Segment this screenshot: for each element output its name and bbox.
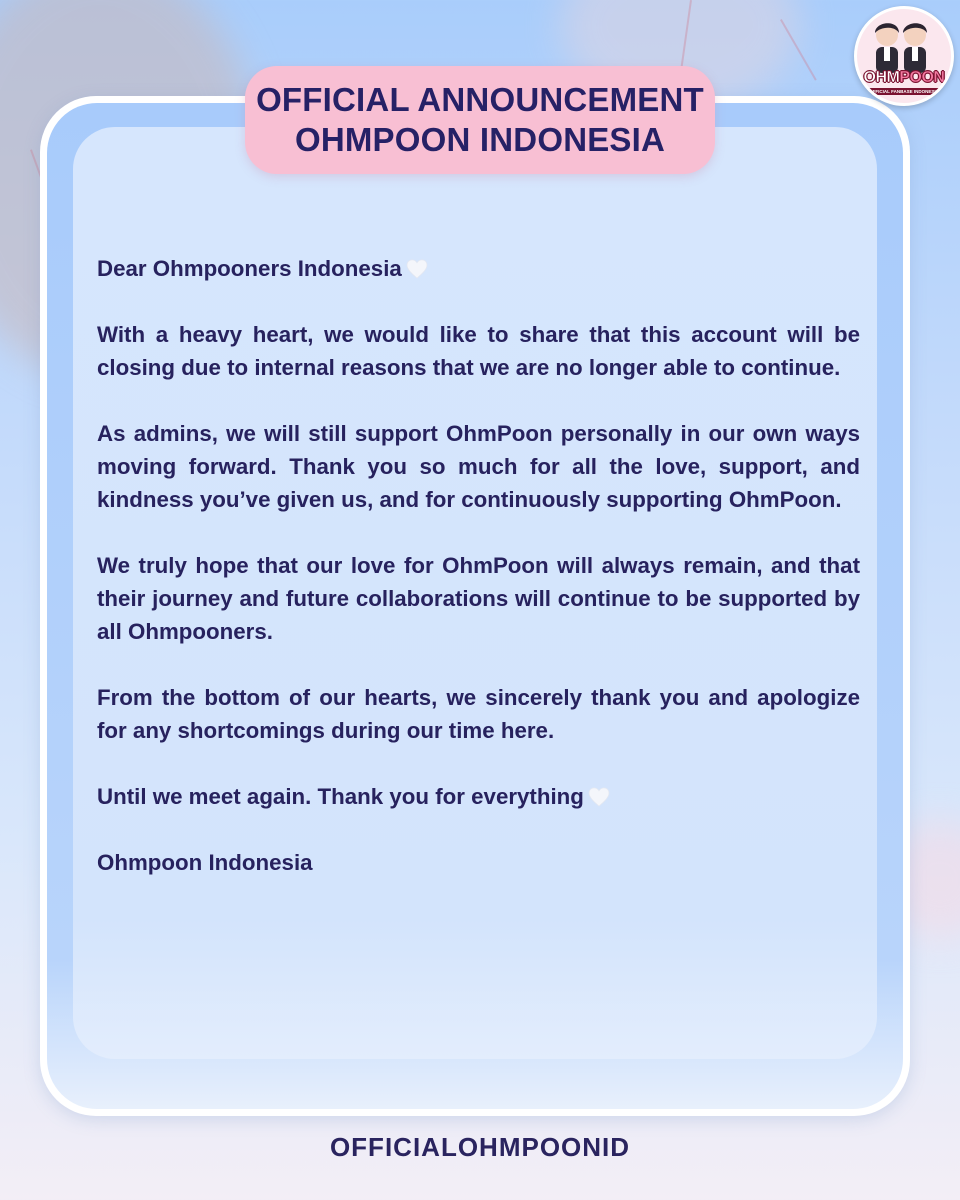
greeting-text: Dear Ohmpooners Indonesia — [97, 256, 402, 281]
letter-paragraph-1: With a heavy heart, we would like to share that this account will be closing due to internal reasons that we are no longer able to continue. — [97, 322, 860, 380]
letter-paragraph-2: As admins, we will still support OhmPoon personally in our own ways moving forward. Thank you so much for all the love, support, and kindness you’ve given us, and for continuously supporting OhmPoon. — [97, 421, 860, 512]
fanbase-logo — [854, 6, 954, 106]
duo-avatar-icon — [857, 17, 945, 73]
white-heart-icon — [588, 787, 610, 807]
footer-handle: OFFICIALOHMPOONID — [329, 1132, 631, 1162]
letter-signature: Ohmpoon Indonesia — [97, 850, 313, 875]
announcement-letter — [97, 252, 860, 912]
title-line-2: OHMPOON INDONESIA — [294, 121, 666, 158]
letter-paragraph-4: From the bottom of our hearts, we sincerely thank you and apologize for any shortcomings during our time here. — [97, 685, 860, 743]
title-line-1: OFFICIAL ANNOUNCEMENT — [256, 81, 704, 118]
title-banner — [245, 66, 715, 174]
letter-closing — [97, 780, 860, 813]
logo-subtitle: OFFICIAL FANBASE INDONESIA — [867, 88, 941, 95]
letter-greeting — [97, 252, 860, 285]
logo-name-part1: OHM — [863, 69, 900, 86]
letter-paragraph-3: We truly hope that our love for OhmPoon will always remain, and that their journey and future collaborations will continue to be supported by all Ohmpooners. — [97, 553, 860, 644]
logo-name-part2: POON — [899, 69, 945, 86]
logo-wordmark — [857, 69, 951, 87]
white-heart-icon — [406, 259, 428, 279]
closing-text: Until we meet again. Thank you for everything — [97, 784, 584, 809]
